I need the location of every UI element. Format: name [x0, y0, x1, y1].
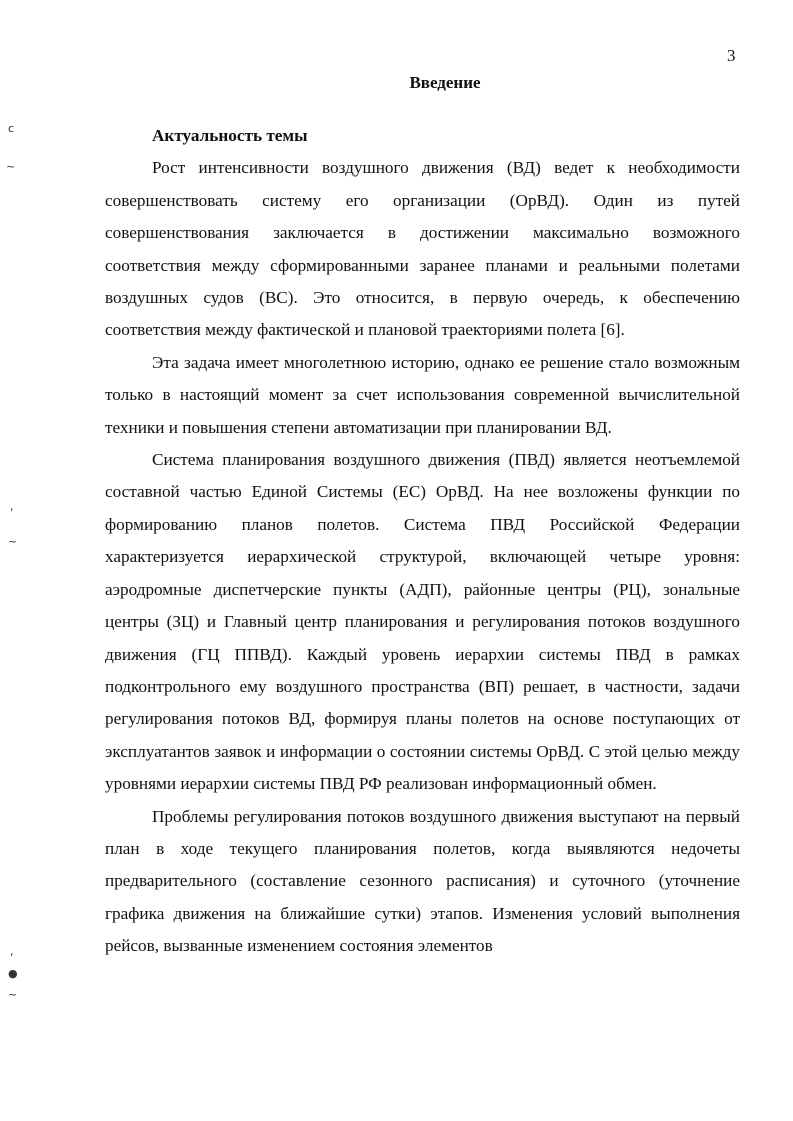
- paragraph-2: Эта задача имеет многолетнюю историю, однако ее решение стало возможным только в настоящий момент за счет использования современной вычислительной техники и повышения степени автоматизации при планировании ВД.: [105, 352, 740, 437]
- page-content: [105, 120, 740, 963]
- paragraph-3: Система планирования воздушного движения (ПВД) является неотъемлемой составной частью Единой Системы (ЕС) ОрВД. На нее возложены функции по формированию планов полетов. Система ПВД Российской Федерации характеризуется иерархической структурой, включающей четыре уровня: аэродромные диспетчерские пункты (АДП), районные центры (РЦ), зональные центры (ЗЦ) и Главный центр планирования и регулирования потоков воздушного движения (ГЦ ППВД). Каждый уровень иерархии системы ПВД в рамках подконтрольного ему воздушного пространства (ВП) решает, в частности, задачи регулирования потоков ВД, формируя планы полетов на основе поступающих от эксплуатантов заявок и информации о состоянии системы ОрВД. С этой целью между уровнями иерархии системы ПВД РФ реализован информационный обмен.: [105, 450, 740, 794]
- margin-mark-5: ,: [10, 945, 14, 958]
- margin-mark-2: ~: [6, 160, 16, 173]
- paragraph-4: Проблемы регулирования потоков воздушного движения выступают на первый план в ходе текущего планирования полетов, когда выявляются недочеты предварительного (составление сезонного расписания) и суточного (уточнение графика движения на ближайшие сутки) этапов. Изменения условий выполнения рейсов, вызванные изменением состояния элементов: [105, 806, 740, 956]
- margin-mark-1: c: [8, 122, 15, 135]
- margin-mark-4: ~: [8, 535, 18, 548]
- margin-mark-7: ~: [8, 988, 18, 1001]
- page-title: Введение: [409, 73, 481, 92]
- margin-mark-6: ●: [8, 967, 18, 980]
- margin-mark-3: ,: [10, 500, 14, 513]
- page-number: 3: [727, 46, 736, 65]
- section-heading: Актуальность темы: [152, 126, 308, 145]
- paragraph-1: Рост интенсивности воздушного движения (ВД) ведет к необходимости совершенствовать систему его организации (ОрВД). Один из путей совершенствования заключается в достижении максимально возможного соответствия между сформированными заранее планами и реальными полетами воздушных судов (ВС). Это относится, в первую очередь, к обеспечению соответствия между фактической и плановой траекториями полета [6].: [105, 158, 740, 340]
